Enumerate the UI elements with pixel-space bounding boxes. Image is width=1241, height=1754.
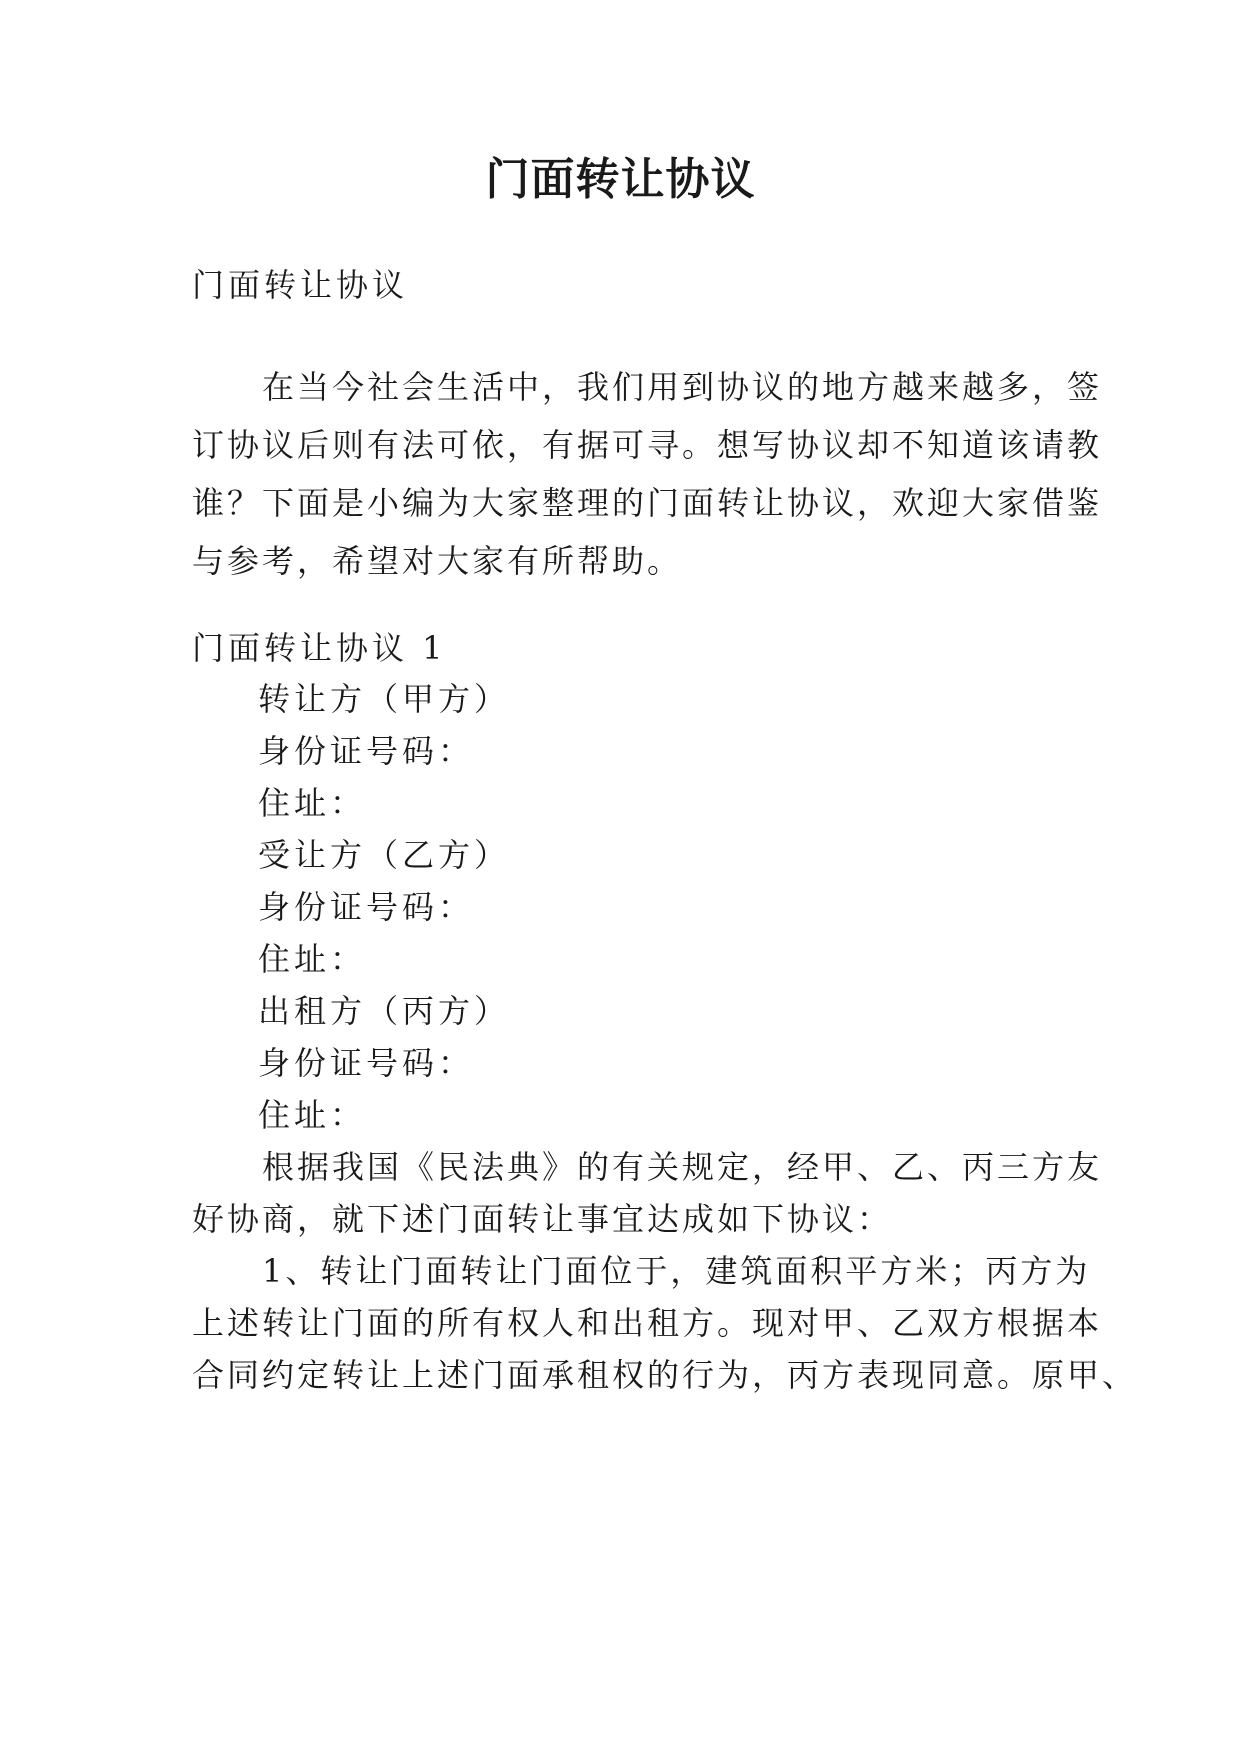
basis-line: 根据我国《民法典》的有关规定，经甲、乙、丙三方友 <box>192 1148 1103 1186</box>
transferor-address-label: 住址： <box>258 784 367 822</box>
clause-line: 1、转让门面转让门面位于，建筑面积平方米；丙方为 <box>192 1252 1091 1290</box>
intro-line: 谁？下面是小编为大家整理的门面转让协议，欢迎大家借鉴 <box>192 484 1103 522</box>
lessor-id-number-label: 身份证号码： <box>258 1044 475 1082</box>
basis-paragraph <box>192 1138 1103 1242</box>
transferee-address-label: 住址： <box>258 940 367 978</box>
transferee-label: 受让方（乙方） <box>258 836 511 874</box>
lessor-label: 出租方（丙方） <box>258 992 511 1030</box>
document-subtitle: 门面转让协议 <box>192 266 409 304</box>
intro-line: 订协议后则有法可依，有据可寻。想写协议却不知道该请教 <box>192 426 1103 464</box>
transferor-id-number-label: 身份证号码： <box>258 732 475 770</box>
lessor-address-label: 住址： <box>258 1096 367 1134</box>
clause-line: 合同约定转让上述门面承租权的行为，丙方表现同意。原甲、 <box>192 1356 1138 1394</box>
intro-line: 在当今社会生活中，我们用到协议的地方越来越多，签 <box>192 368 1103 406</box>
intro-line: 与参考，希望对大家有所帮助。 <box>192 542 683 580</box>
document-title: 门面转让协议 <box>485 154 756 205</box>
transferee-id-number-label: 身份证号码： <box>258 888 475 926</box>
transferor-label: 转让方（甲方） <box>258 680 511 718</box>
intro-paragraph <box>192 358 1103 590</box>
section-heading: 门面转让协议 1 <box>192 629 447 667</box>
clause-1-paragraph <box>192 1242 1138 1398</box>
clause-line: 上述转让门面的所有权人和出租方。现对甲、乙双方根据本 <box>192 1304 1103 1342</box>
basis-line: 好协商，就下述门面转让事宜达成如下协议： <box>192 1200 893 1238</box>
